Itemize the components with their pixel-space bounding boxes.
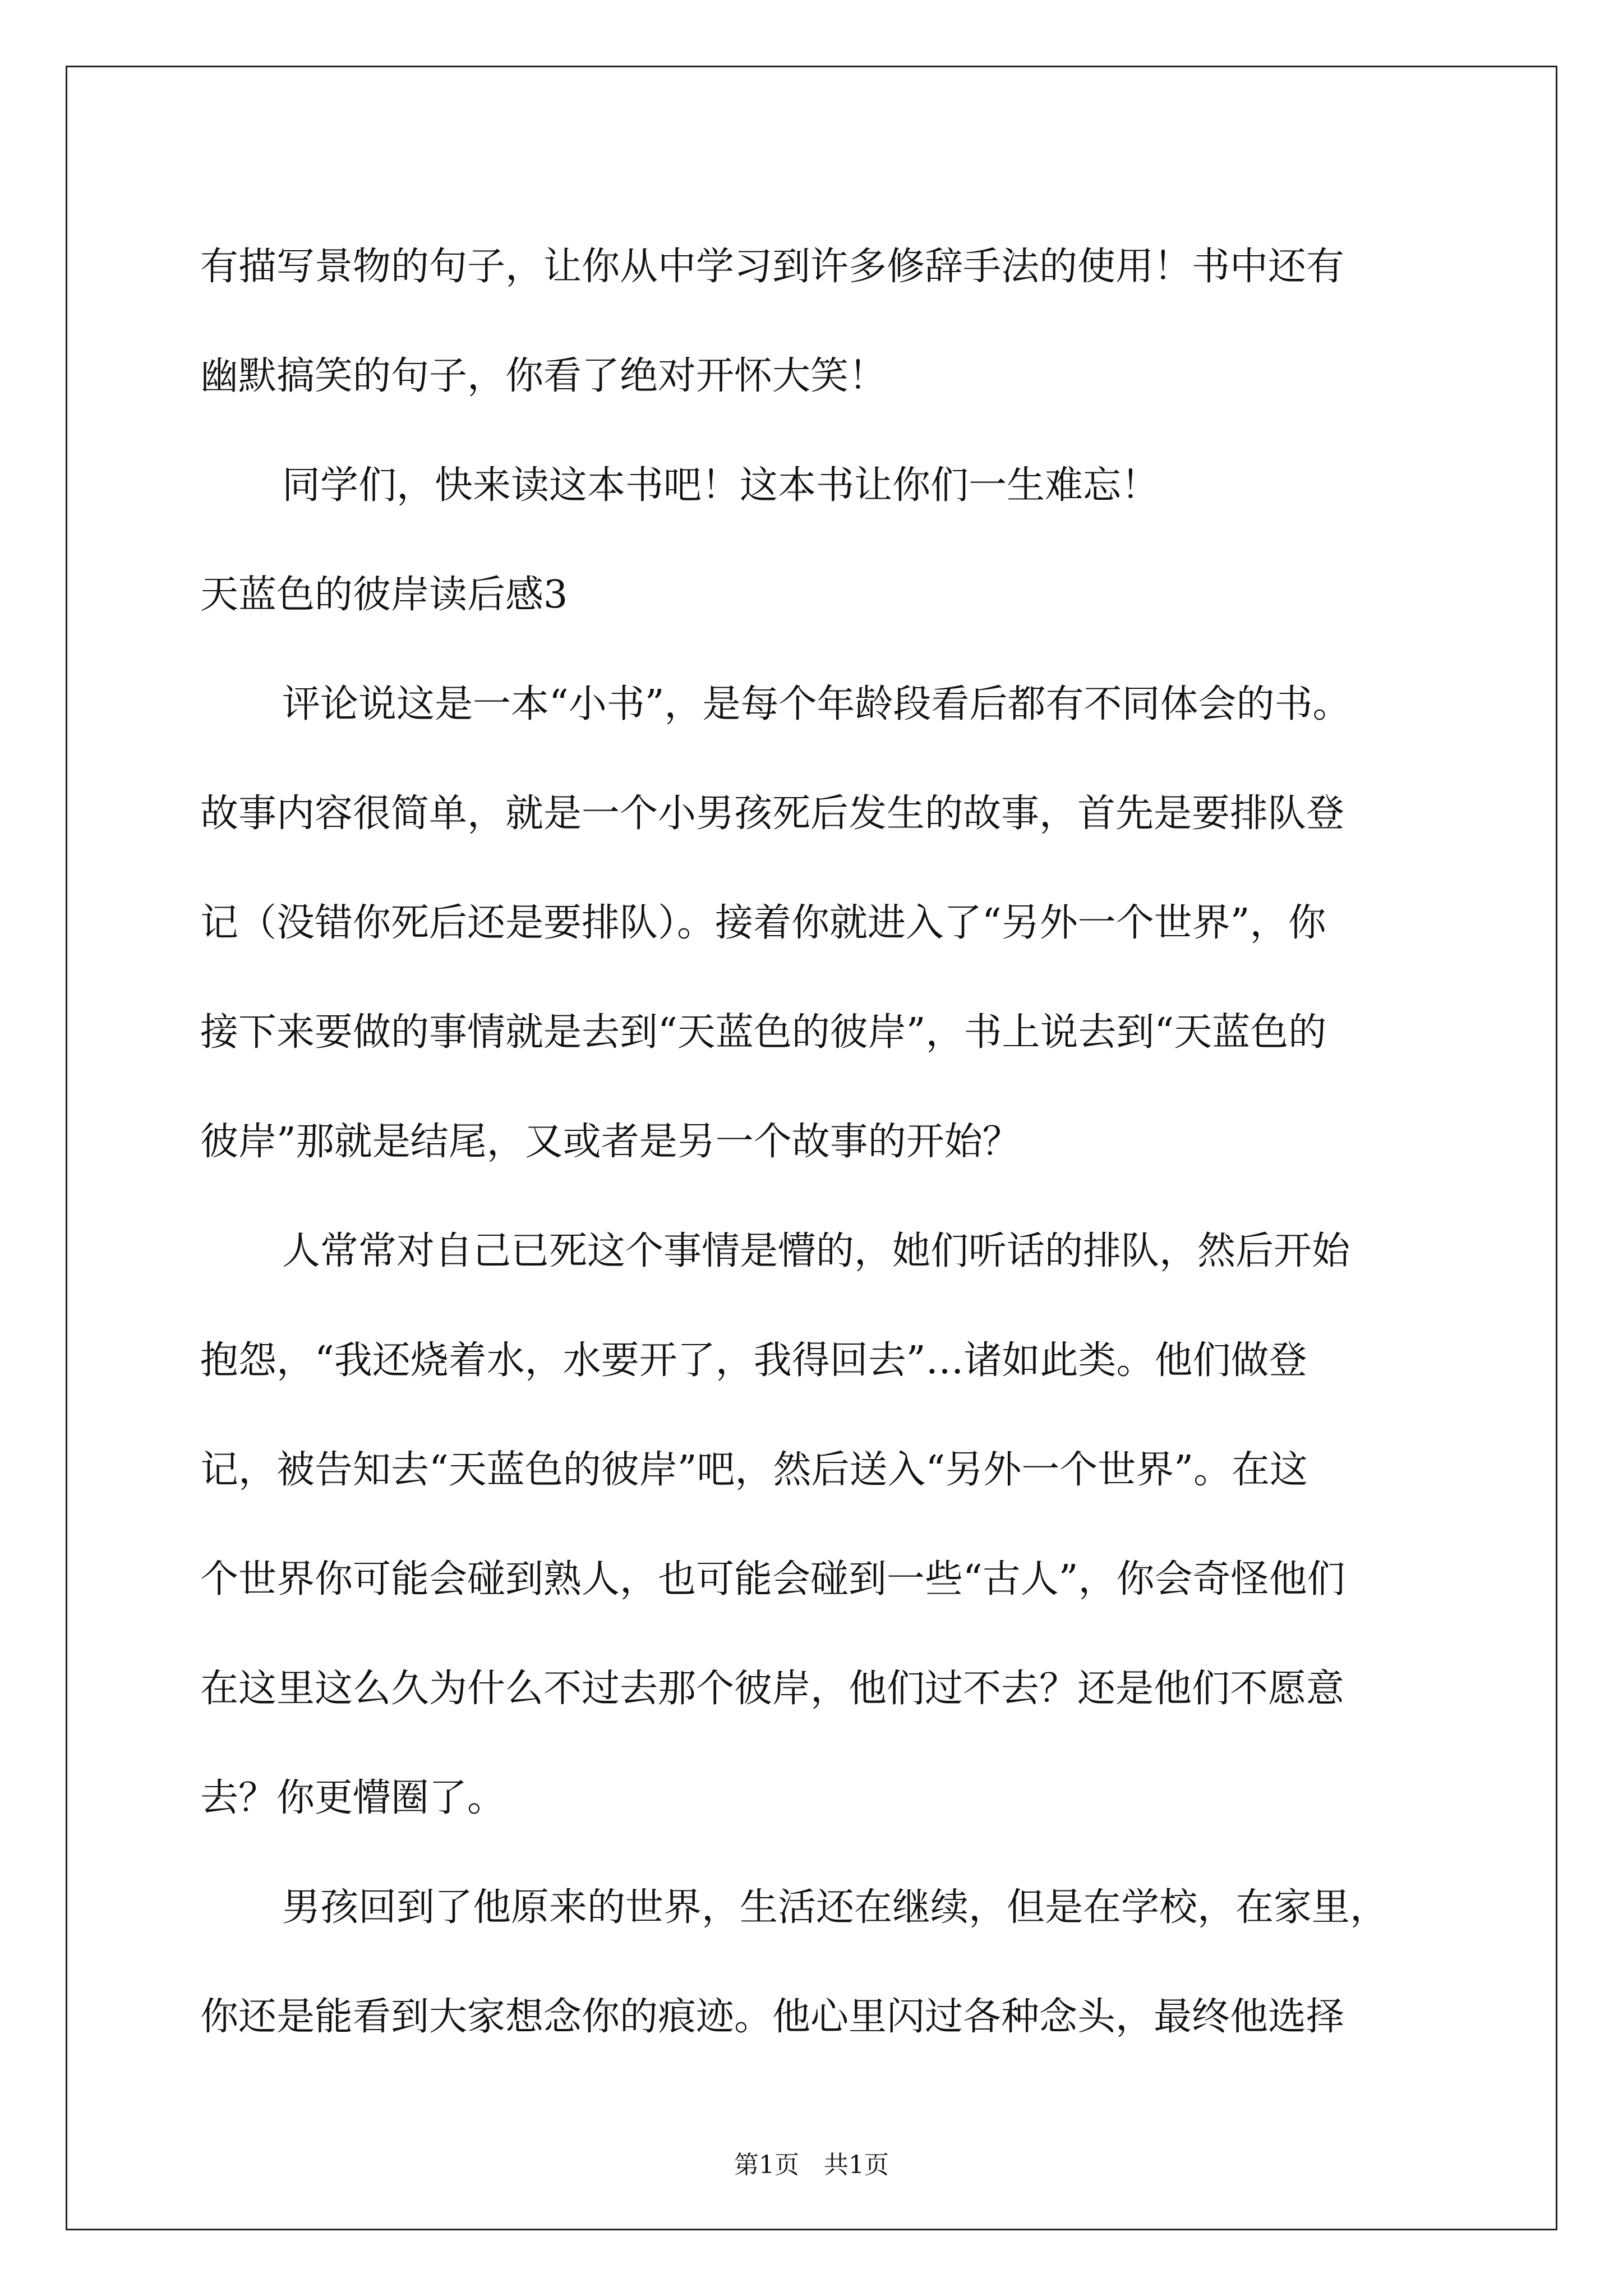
text-line: 去？你更懵圈了。 xyxy=(200,1776,506,1820)
text-line: 有描写景物的句子，让你从中学习到许多修辞手法的使用！书中还有 xyxy=(200,245,1345,289)
text-line: 彼岸”那就是结尾，又或者是另一个故事的开始？ xyxy=(200,1120,1021,1164)
text-line: 男孩回到了他原来的世界，生活还在继续，但是在学校，在家里， xyxy=(282,1885,1389,1930)
text-line: 同学们，快来读这本书吧！这本书让你们一生难忘！ xyxy=(282,463,1160,508)
document-body xyxy=(200,212,1434,2072)
text-line: 你还是能看到大家想念你的痕迹。他心里闪过各种念头，最终他选择 xyxy=(200,1995,1345,2039)
text-line: 人常常对自己已死这个事情是懵的，她们听话的排队，然后开始 xyxy=(282,1229,1350,1273)
text-line: 接下来要做的事情就是去到“天蓝色的彼岸”，书上说去到“天蓝色的 xyxy=(200,1010,1327,1055)
text-line: 幽默搞笑的句子，你看了绝对开怀大笑！ xyxy=(200,354,887,398)
section-heading: 天蓝色的彼岸读后感3 xyxy=(200,573,568,617)
text-line: 在这里这么久为什么不过去那个彼岸，他们过不去？还是他们不愿意 xyxy=(200,1667,1345,1711)
text-line: 个世界你可能会碰到熟人，也可能会碰到一些“古人”，你会奇怪他们 xyxy=(200,1557,1345,1602)
text-line: 评论说这是一本“小书”，是每个年龄段看后都有不同体会的书。 xyxy=(282,682,1351,726)
page-footer: 第1页 共1页 xyxy=(734,2151,889,2179)
text-line: 记，被告知去“天蓝色的彼岸”吧，然后送入“另外一个世界”。在这 xyxy=(200,1448,1308,1492)
text-line: 抱怨，“我还烧着水，水要开了，我得回去”…诸如此类。他们做登 xyxy=(200,1338,1307,1383)
text-line: 记（没错你死后还是要排队）。接着你就进入了“另外一个世界”，你 xyxy=(200,901,1326,945)
text-line: 故事内容很简单，就是一个小男孩死后发生的故事，首先是要排队登 xyxy=(200,792,1345,836)
